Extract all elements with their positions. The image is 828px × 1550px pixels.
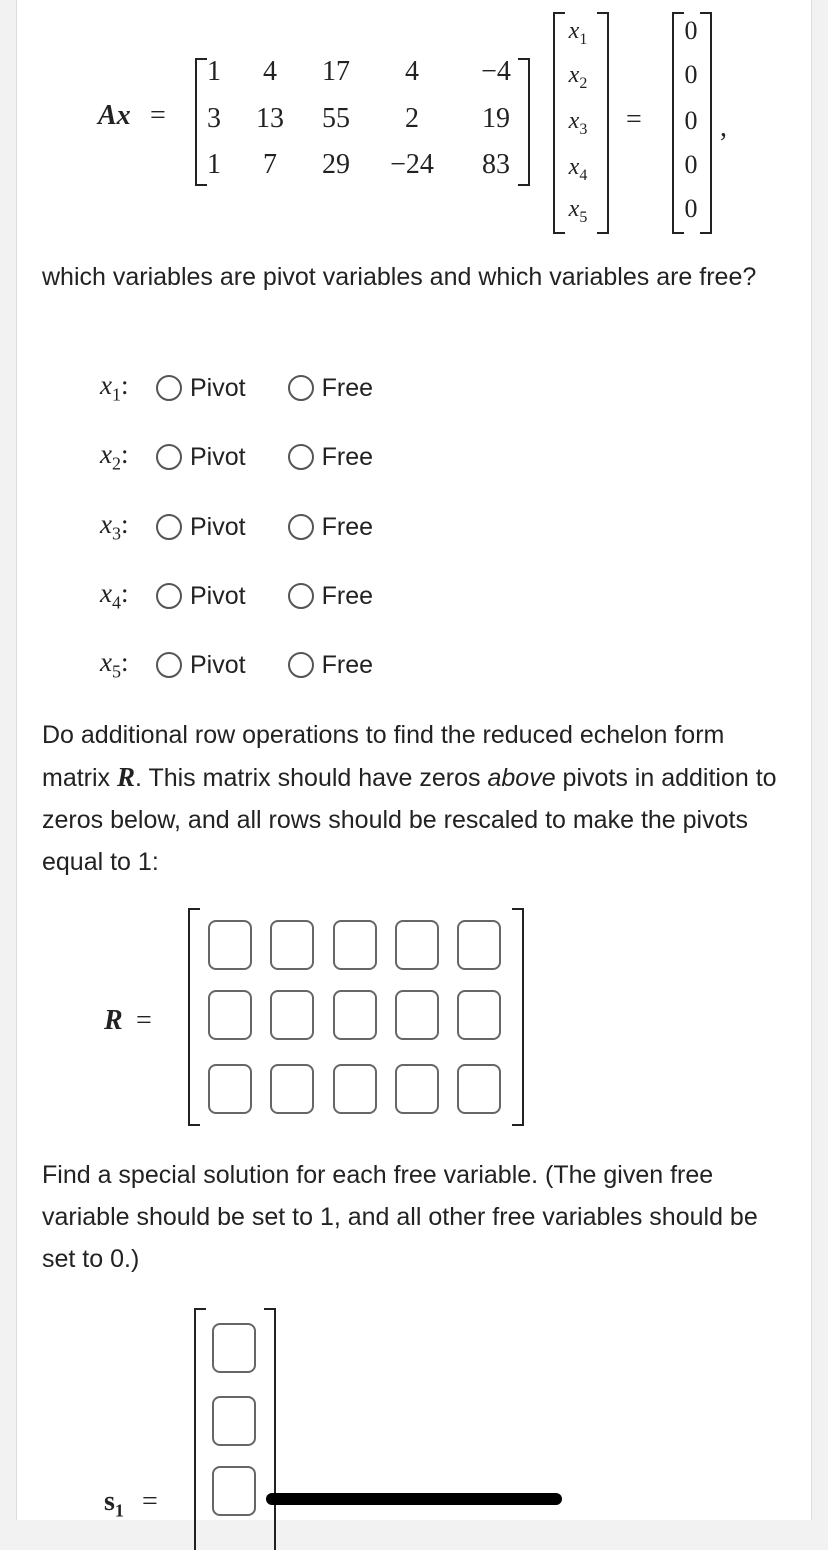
matrix-a-cell: 55	[322, 103, 350, 134]
free-radio[interactable]	[288, 652, 314, 678]
r-entry-r3-c4[interactable]	[395, 1064, 439, 1114]
r-entry-r3-c2[interactable]	[270, 1064, 314, 1114]
r-entry-r3-c1[interactable]	[208, 1064, 252, 1114]
ax-label: Ax	[98, 100, 131, 131]
s1-left-bracket	[194, 1308, 206, 1550]
zero-vector-entry: 0	[684, 150, 698, 179]
matrix-a-cell: 17	[322, 56, 350, 87]
variable-row-x3	[100, 507, 415, 547]
vector-x-entry: $x_2$	[568, 62, 588, 92]
r-symbol-inline: R	[117, 762, 136, 792]
vector-x-entry: $x_1$	[568, 18, 588, 48]
zero-vector-entry: 0	[684, 106, 698, 135]
matrix-a-cell: 1	[207, 149, 221, 180]
variable-label: $x_3$:	[100, 509, 129, 544]
free-radio[interactable]	[288, 375, 314, 401]
ax-equals: =	[150, 100, 166, 131]
rhs-equals: =	[626, 104, 642, 135]
matrix-a-cell: 19	[482, 103, 510, 134]
vector-x-right-bracket	[597, 12, 609, 234]
r-entry-r2-c2[interactable]	[270, 990, 314, 1040]
vector-x-entry: $x_5$	[568, 196, 588, 226]
matrix-r-left-bracket	[188, 908, 200, 1126]
pivot-option-x2[interactable]: Pivot	[156, 443, 246, 472]
variable-label: $x_4$:	[100, 578, 129, 613]
s1-right-bracket	[264, 1308, 276, 1550]
pivot-radio[interactable]	[156, 514, 182, 540]
r-entry-r2-c5[interactable]	[457, 990, 501, 1040]
pivot-radio[interactable]	[156, 652, 182, 678]
rref-instructions: Do additional row operations to find the reduced echelon form matrix R. This matrix should have zeros above pivots in addition to zeros below, and all rows should be rescaled to make the pivots equal to 1:	[42, 721, 777, 876]
matrix-a-cell: 13	[256, 103, 284, 134]
s1-label: $s_1$	[104, 1486, 124, 1521]
s1-entry-2[interactable]	[212, 1396, 256, 1446]
r-entry-r1-c4[interactable]	[395, 920, 439, 970]
r-equals: =	[136, 1005, 152, 1036]
pivot-radio[interactable]	[156, 444, 182, 470]
matrix-a-cell: 29	[322, 149, 350, 180]
r-entry-r2-c4[interactable]	[395, 990, 439, 1040]
free-radio[interactable]	[288, 514, 314, 540]
matrix-a-cell: 7	[263, 149, 277, 180]
free-radio[interactable]	[288, 583, 314, 609]
variable-row-x4	[100, 576, 415, 616]
r-entry-r1-c5[interactable]	[457, 920, 501, 970]
r-entry-r1-c3[interactable]	[333, 920, 377, 970]
matrix-a-cell: 4	[405, 56, 419, 87]
r-label: R	[104, 1005, 123, 1036]
vector-x-entry: $x_3$	[568, 108, 588, 138]
free-option-x5[interactable]: Free	[288, 651, 373, 680]
variable-row-x2	[100, 437, 415, 477]
r-entry-r1-c1[interactable]	[208, 920, 252, 970]
matrix-r-right-bracket	[512, 908, 524, 1126]
pivot-option-x3[interactable]: Pivot	[156, 513, 246, 542]
matrix-a-cell: 83	[482, 149, 510, 180]
free-radio[interactable]	[288, 444, 314, 470]
s1-entry-3[interactable]	[212, 1466, 256, 1516]
variable-label: $x_1$:	[100, 370, 129, 405]
free-option-x4[interactable]: Free	[288, 582, 373, 611]
matrix-a-cell: −4	[481, 56, 511, 87]
variable-row-x5	[100, 645, 415, 685]
pivot-question: which variables are pivot variables and which variables are free?	[42, 263, 757, 291]
matrix-a-cell: 2	[405, 103, 419, 134]
zero-vector-entry: 0	[684, 60, 698, 89]
r-entry-r3-c3[interactable]	[333, 1064, 377, 1114]
matrix-a-cell: 3	[207, 103, 221, 134]
free-option-x2[interactable]: Free	[288, 443, 373, 472]
zero-vector-entry: 0	[684, 16, 698, 45]
zero-vector-entry: 0	[684, 194, 698, 223]
variable-label: $x_2$:	[100, 439, 129, 474]
trailing-comma: ,	[720, 112, 727, 143]
variable-row-x1	[100, 368, 415, 408]
r-entry-r1-c2[interactable]	[270, 920, 314, 970]
free-option-x3[interactable]: Free	[288, 513, 373, 542]
pivot-radio[interactable]	[156, 583, 182, 609]
s1-equals: =	[142, 1486, 158, 1517]
r-entry-r2-c1[interactable]	[208, 990, 252, 1040]
pivot-radio[interactable]	[156, 375, 182, 401]
free-option-x1[interactable]: Free	[288, 374, 373, 403]
variable-label: $x_5$:	[100, 647, 129, 682]
pivot-option-x5[interactable]: Pivot	[156, 651, 246, 680]
special-solution-text: Find a special solution for each free variable. (The given free variable should be set to 1, and all other free variables should be set to 0.)	[42, 1161, 758, 1273]
home-indicator[interactable]	[266, 1493, 562, 1505]
pivot-option-x4[interactable]: Pivot	[156, 582, 246, 611]
matrix-a-cell: 4	[263, 56, 277, 87]
r-entry-r3-c5[interactable]	[457, 1064, 501, 1114]
vector-x-entry: $x_4$	[568, 154, 588, 184]
r-entry-r2-c3[interactable]	[333, 990, 377, 1040]
matrix-a-cell: 1	[207, 56, 221, 87]
s1-entry-1[interactable]	[212, 1323, 256, 1373]
pivot-option-x1[interactable]: Pivot	[156, 374, 246, 403]
matrix-a-cell: −24	[390, 149, 434, 180]
above-emphasis: above	[487, 764, 556, 792]
